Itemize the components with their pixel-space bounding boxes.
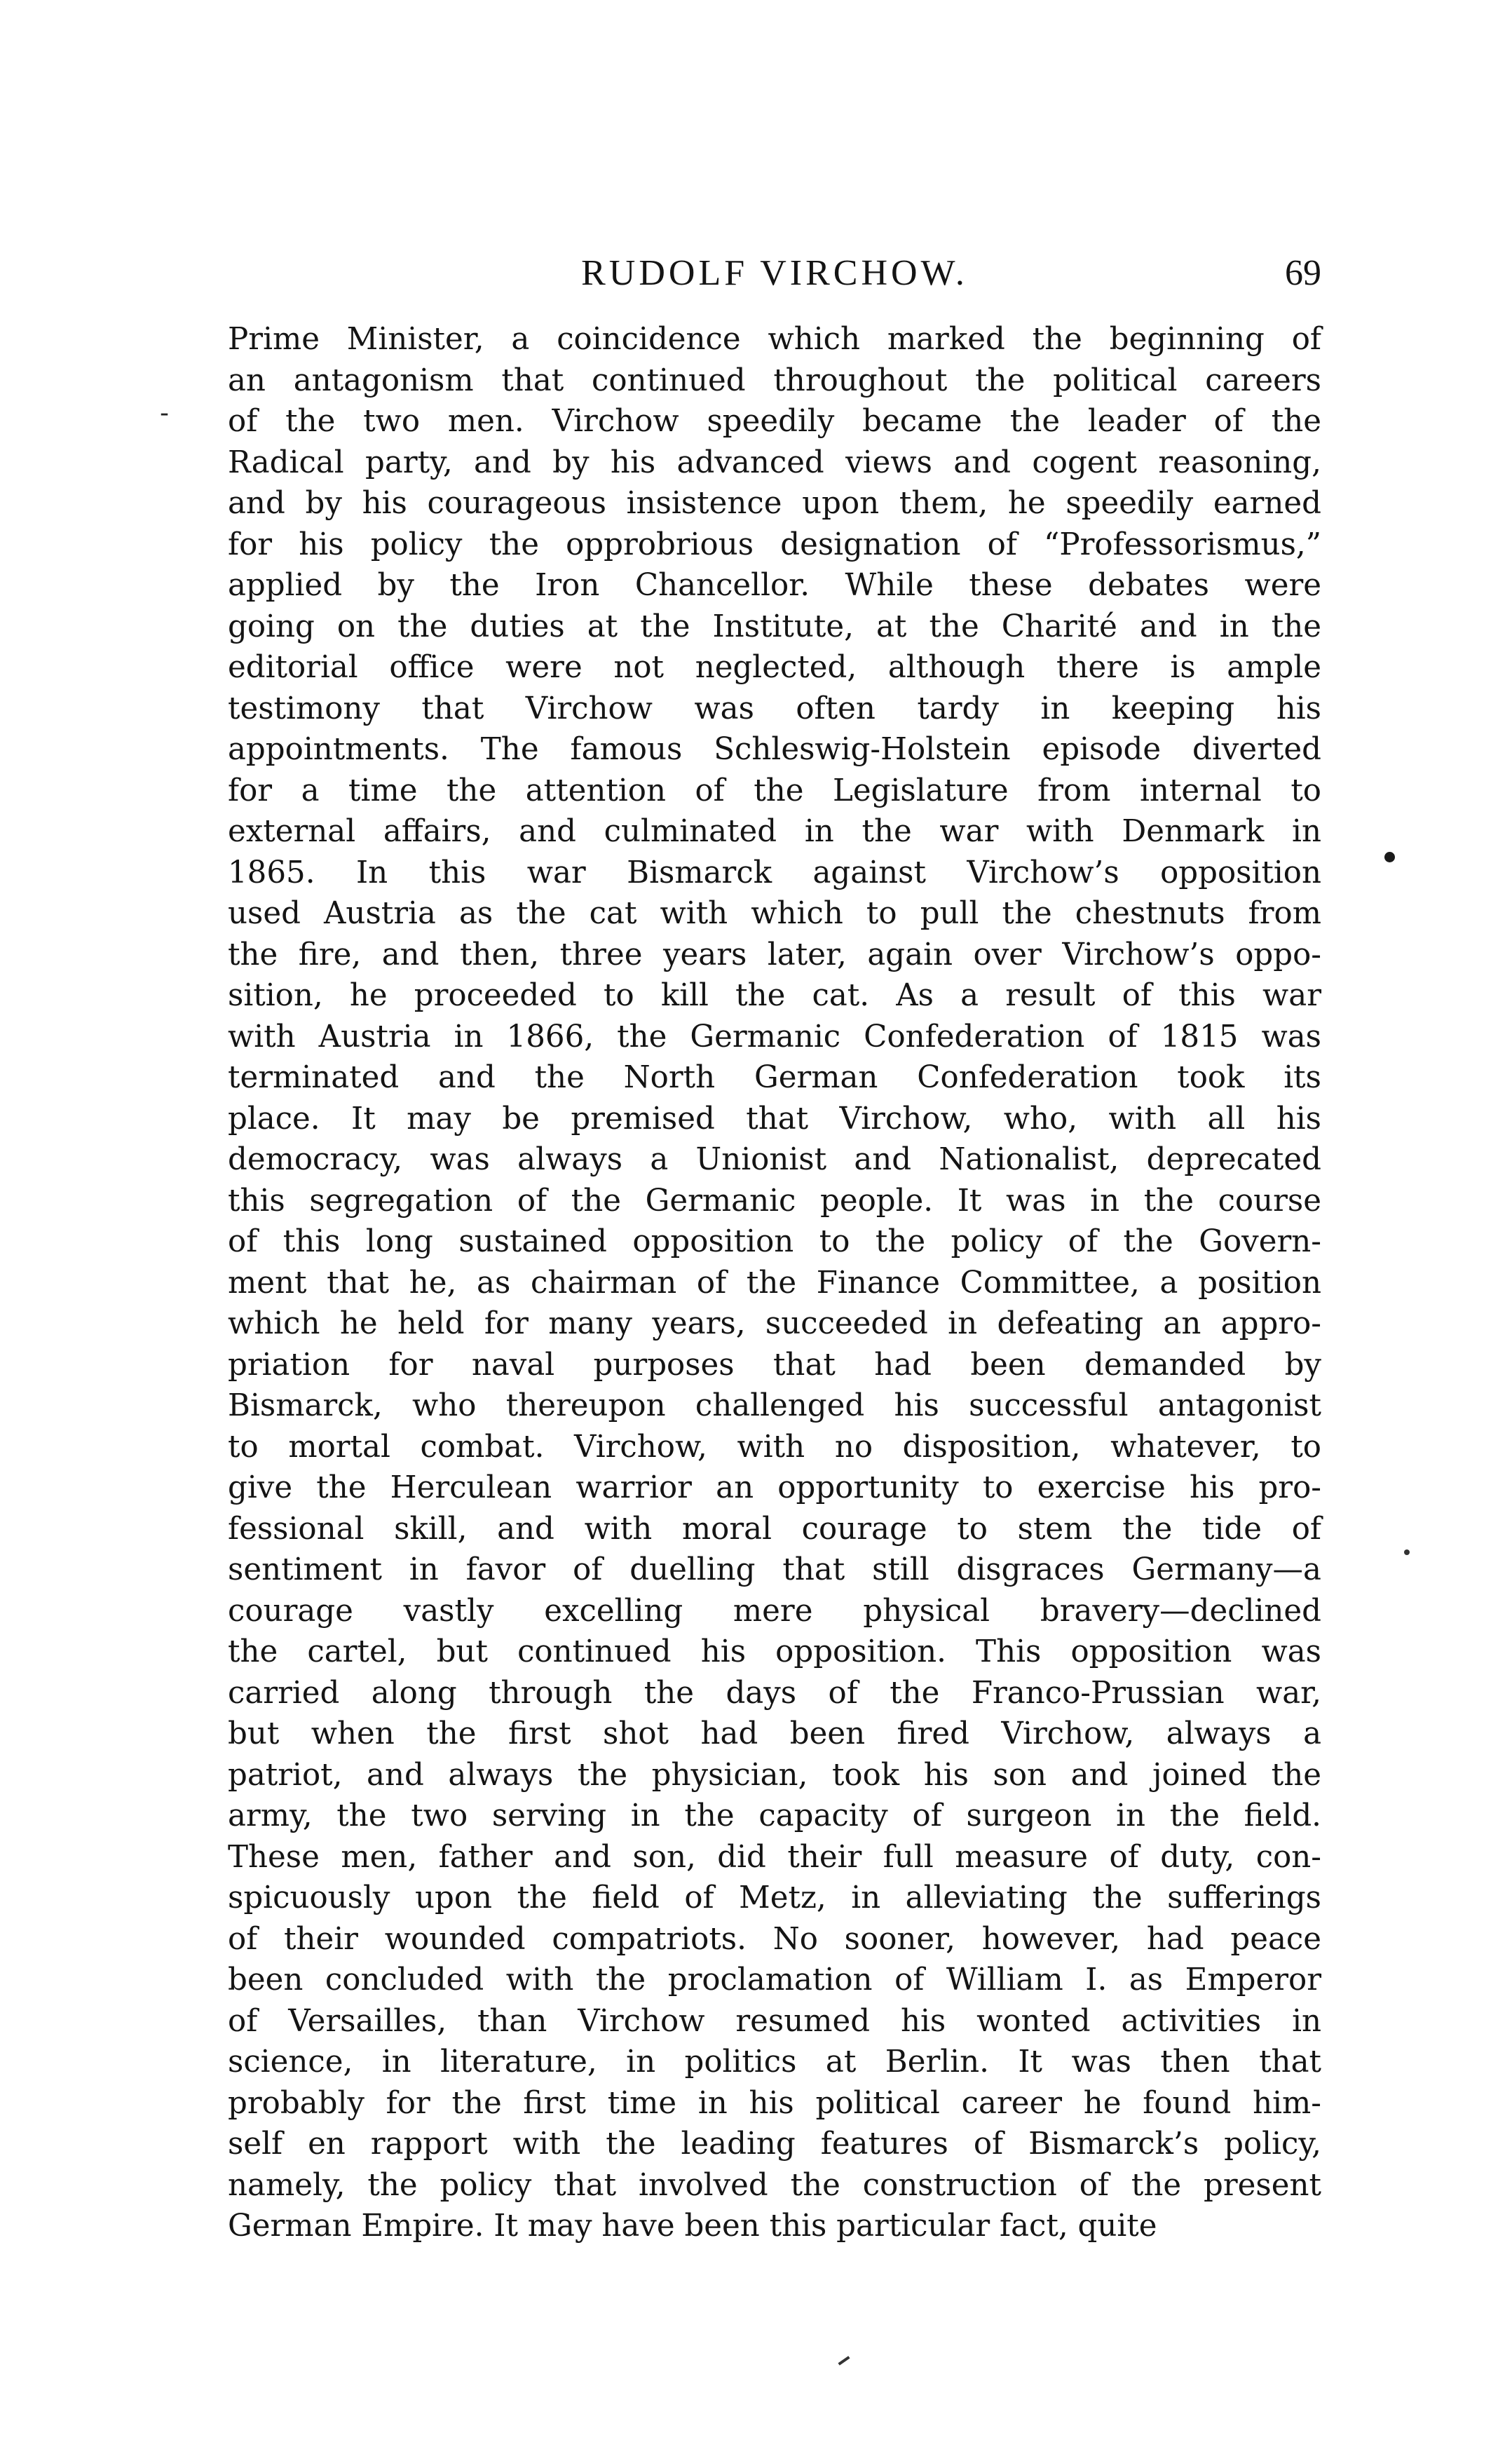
text-line: testimony that Virchow was often tardy in keeping his [228, 691, 1321, 726]
text-line: army, the two serving in the capacity of surgeon in the field. [228, 1798, 1321, 1833]
margin-dash-mark: - [160, 399, 169, 428]
text-line: Bismarck, who thereupon challenged his successful antagonist [228, 1388, 1321, 1423]
text-line: applied by the Iron Chancellor. While these debates were [228, 568, 1321, 603]
text-line: and by his courageous insistence upon them, he speedily earned [228, 486, 1321, 521]
text-line: this segregation of the Germanic people. It was in the course [228, 1183, 1321, 1219]
text-line: terminated and the North German Confederation took its [228, 1060, 1321, 1095]
page-number: 69 [1285, 253, 1321, 293]
text-line: editorial office were not neglected, although there is ample [228, 650, 1321, 685]
margin-tick-mark [838, 2356, 850, 2366]
text-line: sition, he proceeded to kill the cat. As a result of this war [228, 978, 1321, 1013]
text-line: which he held for many years, succeeded in defeating an appro- [228, 1306, 1321, 1341]
text-line: patriot, and always the physician, took his son and joined the [228, 1757, 1321, 1793]
text-line: priation for naval purposes that had been demanded by [228, 1347, 1321, 1383]
running-title: RUDOLF VIRCHOW. [581, 253, 968, 293]
text-line: with Austria in 1866, the Germanic Confederation of 1815 was [228, 1019, 1321, 1054]
running-head [228, 249, 1321, 298]
text-line: fessional skill, and with moral courage to stem the tide of [228, 1511, 1321, 1547]
margin-dot-mark-small [1404, 1549, 1410, 1555]
text-line: for a time the attention of the Legislature from internal to [228, 773, 1321, 808]
text-line: place. It may be premised that Virchow, who, with all his [228, 1101, 1321, 1137]
text-line: the cartel, but continued his opposition. This opposition was [228, 1634, 1321, 1669]
text-line: German Empire. It may have been this particular fact, quite [228, 2209, 1157, 2244]
text-line: carried along through the days of the Franco-Prussian war, [228, 1675, 1321, 1711]
text-line: self en rapport with the leading features of Bismarck’s policy, [228, 2126, 1321, 2162]
text-line: give the Herculean warrior an opportunity to exercise his pro- [228, 1470, 1321, 1505]
text-line: of Versailles, than Virchow resumed his wonted activities in [228, 2003, 1321, 2039]
text-line: Prime Minister, a coincidence which marked the beginning of [228, 322, 1321, 357]
text-line: to mortal combat. Virchow, with no disposition, whatever, to [228, 1429, 1321, 1465]
text-line: 1865. In this war Bismarck against Virchow’s opposition [228, 855, 1321, 890]
margin-dot-mark [1384, 852, 1395, 862]
text-line: used Austria as the cat with which to pull the chestnuts from [228, 896, 1321, 931]
text-line: courage vastly excelling mere physical bravery—declined [228, 1593, 1321, 1629]
text-line: for his policy the opprobrious designation of “Professorismus,” [228, 527, 1321, 562]
text-line: namely, the policy that involved the construction of the present [228, 2167, 1321, 2203]
text-line: science, in literature, in politics at Berlin. It was then that [228, 2044, 1321, 2080]
text-line: been concluded with the proclamation of William I. as Emperor [228, 1962, 1321, 1997]
text-line: going on the duties at the Institute, at the Charité and in the [228, 609, 1321, 644]
text-line: of this long sustained opposition to the policy of the Govern- [228, 1224, 1321, 1259]
text-line: democracy, was always a Unionist and Nationalist, deprecated [228, 1142, 1321, 1177]
text-line: These men, father and son, did their full measure of duty, con- [228, 1839, 1321, 1875]
text-line: probably for the first time in his political career he found him- [228, 2085, 1321, 2121]
text-line: the fire, and then, three years later, again over Virchow’s oppo- [228, 937, 1321, 972]
text-line: spicuously upon the field of Metz, in alleviating the sufferings [228, 1880, 1321, 1915]
text-line: ment that he, as chairman of the Finance Committee, a position [228, 1265, 1321, 1301]
text-line: an antagonism that continued throughout the political careers [228, 362, 1321, 398]
text-line: external affairs, and culminated in the war with Denmark in [228, 814, 1321, 849]
text-line: of the two men. Virchow speedily became the leader of the [228, 404, 1321, 439]
text-line: sentiment in favor of duelling that still disgraces Germany—a [228, 1552, 1321, 1587]
body-text [228, 319, 1321, 2247]
text-line: of their wounded compatriots. No sooner, however, had peace [228, 1921, 1321, 1957]
text-line: Radical party, and by his advanced views and cogent reasoning, [228, 445, 1321, 480]
text-line: appointments. The famous Schleswig-Holstein episode diverted [228, 732, 1321, 767]
text-line: but when the first shot had been fired Virchow, always a [228, 1716, 1321, 1751]
